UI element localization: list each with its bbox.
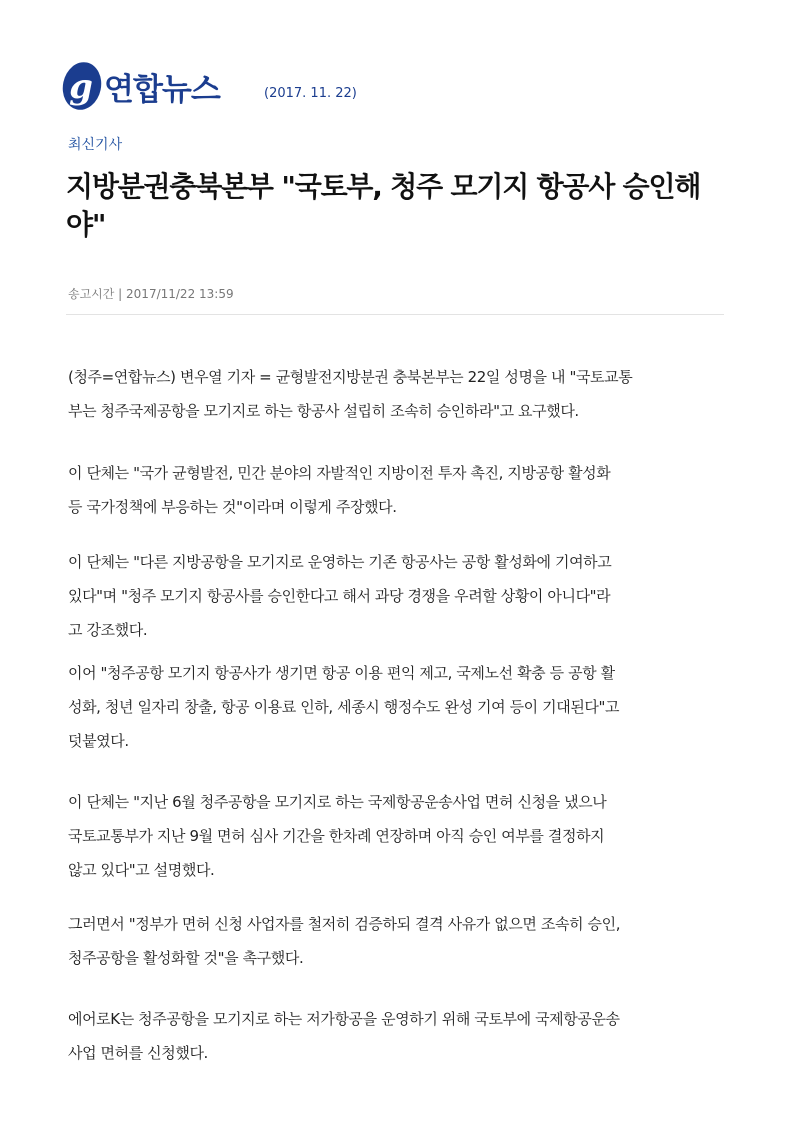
masthead xyxy=(58,58,378,118)
article-category[interactable]: 최신기사 xyxy=(68,137,123,153)
article-paragraph: (청주=연합뉴스) 변우열 기자 = 균형발전지방분권 충북본부는 22일 성명을 내 "국토교통 부는 청주국제공항을 모기지로 하는 항공사 설립히 조속히 승인하라"고 요구했다. xyxy=(68,368,633,420)
article-paragraph: 에어로K는 청주공항을 모기지로 하는 저가항공을 운영하기 위해 국토부에 국제항공운송 사업 면허를 신청했다. xyxy=(68,1010,620,1062)
svg-text:g: g xyxy=(69,67,93,107)
article-paragraph: 이 단체는 "지난 6월 청주공항을 모기지로 하는 국제항공운송사업 면허 신청을 냈으나 국토교통부가 지난 9월 면허 심사 기간을 한차례 연장하며 아직 승인 여부를 결정하지 않고 있다"고 설명했다. xyxy=(68,793,607,879)
article-headline: 지방분권충북본부 "국토부, 청주 모기지 항공사 승인해 야" xyxy=(66,170,701,241)
yonhap-y-logo-icon xyxy=(58,58,104,114)
article-meta: 송고시간 | 2017/11/22 13:59 xyxy=(68,287,234,301)
article-paragraph: 이 단체는 "다른 지방공항을 모기지로 운영하는 기존 항공사는 공항 활성화에 기여하고 있다"며 "청주 모기지 항공사를 승인한다고 해서 과당 경쟁을 우려할 상황이 아니다"라 고 강조했다. xyxy=(68,553,612,639)
masthead-date: (2017. 11. 22) xyxy=(264,86,357,101)
divider xyxy=(66,314,724,315)
article-paragraph: 이 단체는 "국가 균형발전, 민간 분야의 자발적인 지방이전 투자 촉진, 지방공항 활성화 등 국가정책에 부응하는 것"이라며 이렇게 주장했다. xyxy=(68,464,611,516)
article-paragraph: 그러면서 "정부가 면허 신청 사업자를 철저히 검증하되 결격 사유가 없으면 조속히 승인, 청주공항을 활성화할 것"을 촉구했다. xyxy=(68,915,621,967)
article-paragraph: 이어 "청주공항 모기지 항공사가 생기면 항공 이용 편익 제고, 국제노선 확충 등 공항 활 성화, 청년 일자리 창출, 항공 이용료 인하, 세종시 행정수도 완성 기여 등이 기대된다"고 덧붙였다. xyxy=(68,664,620,750)
masthead-logo-text: 연합뉴스 xyxy=(104,72,220,108)
